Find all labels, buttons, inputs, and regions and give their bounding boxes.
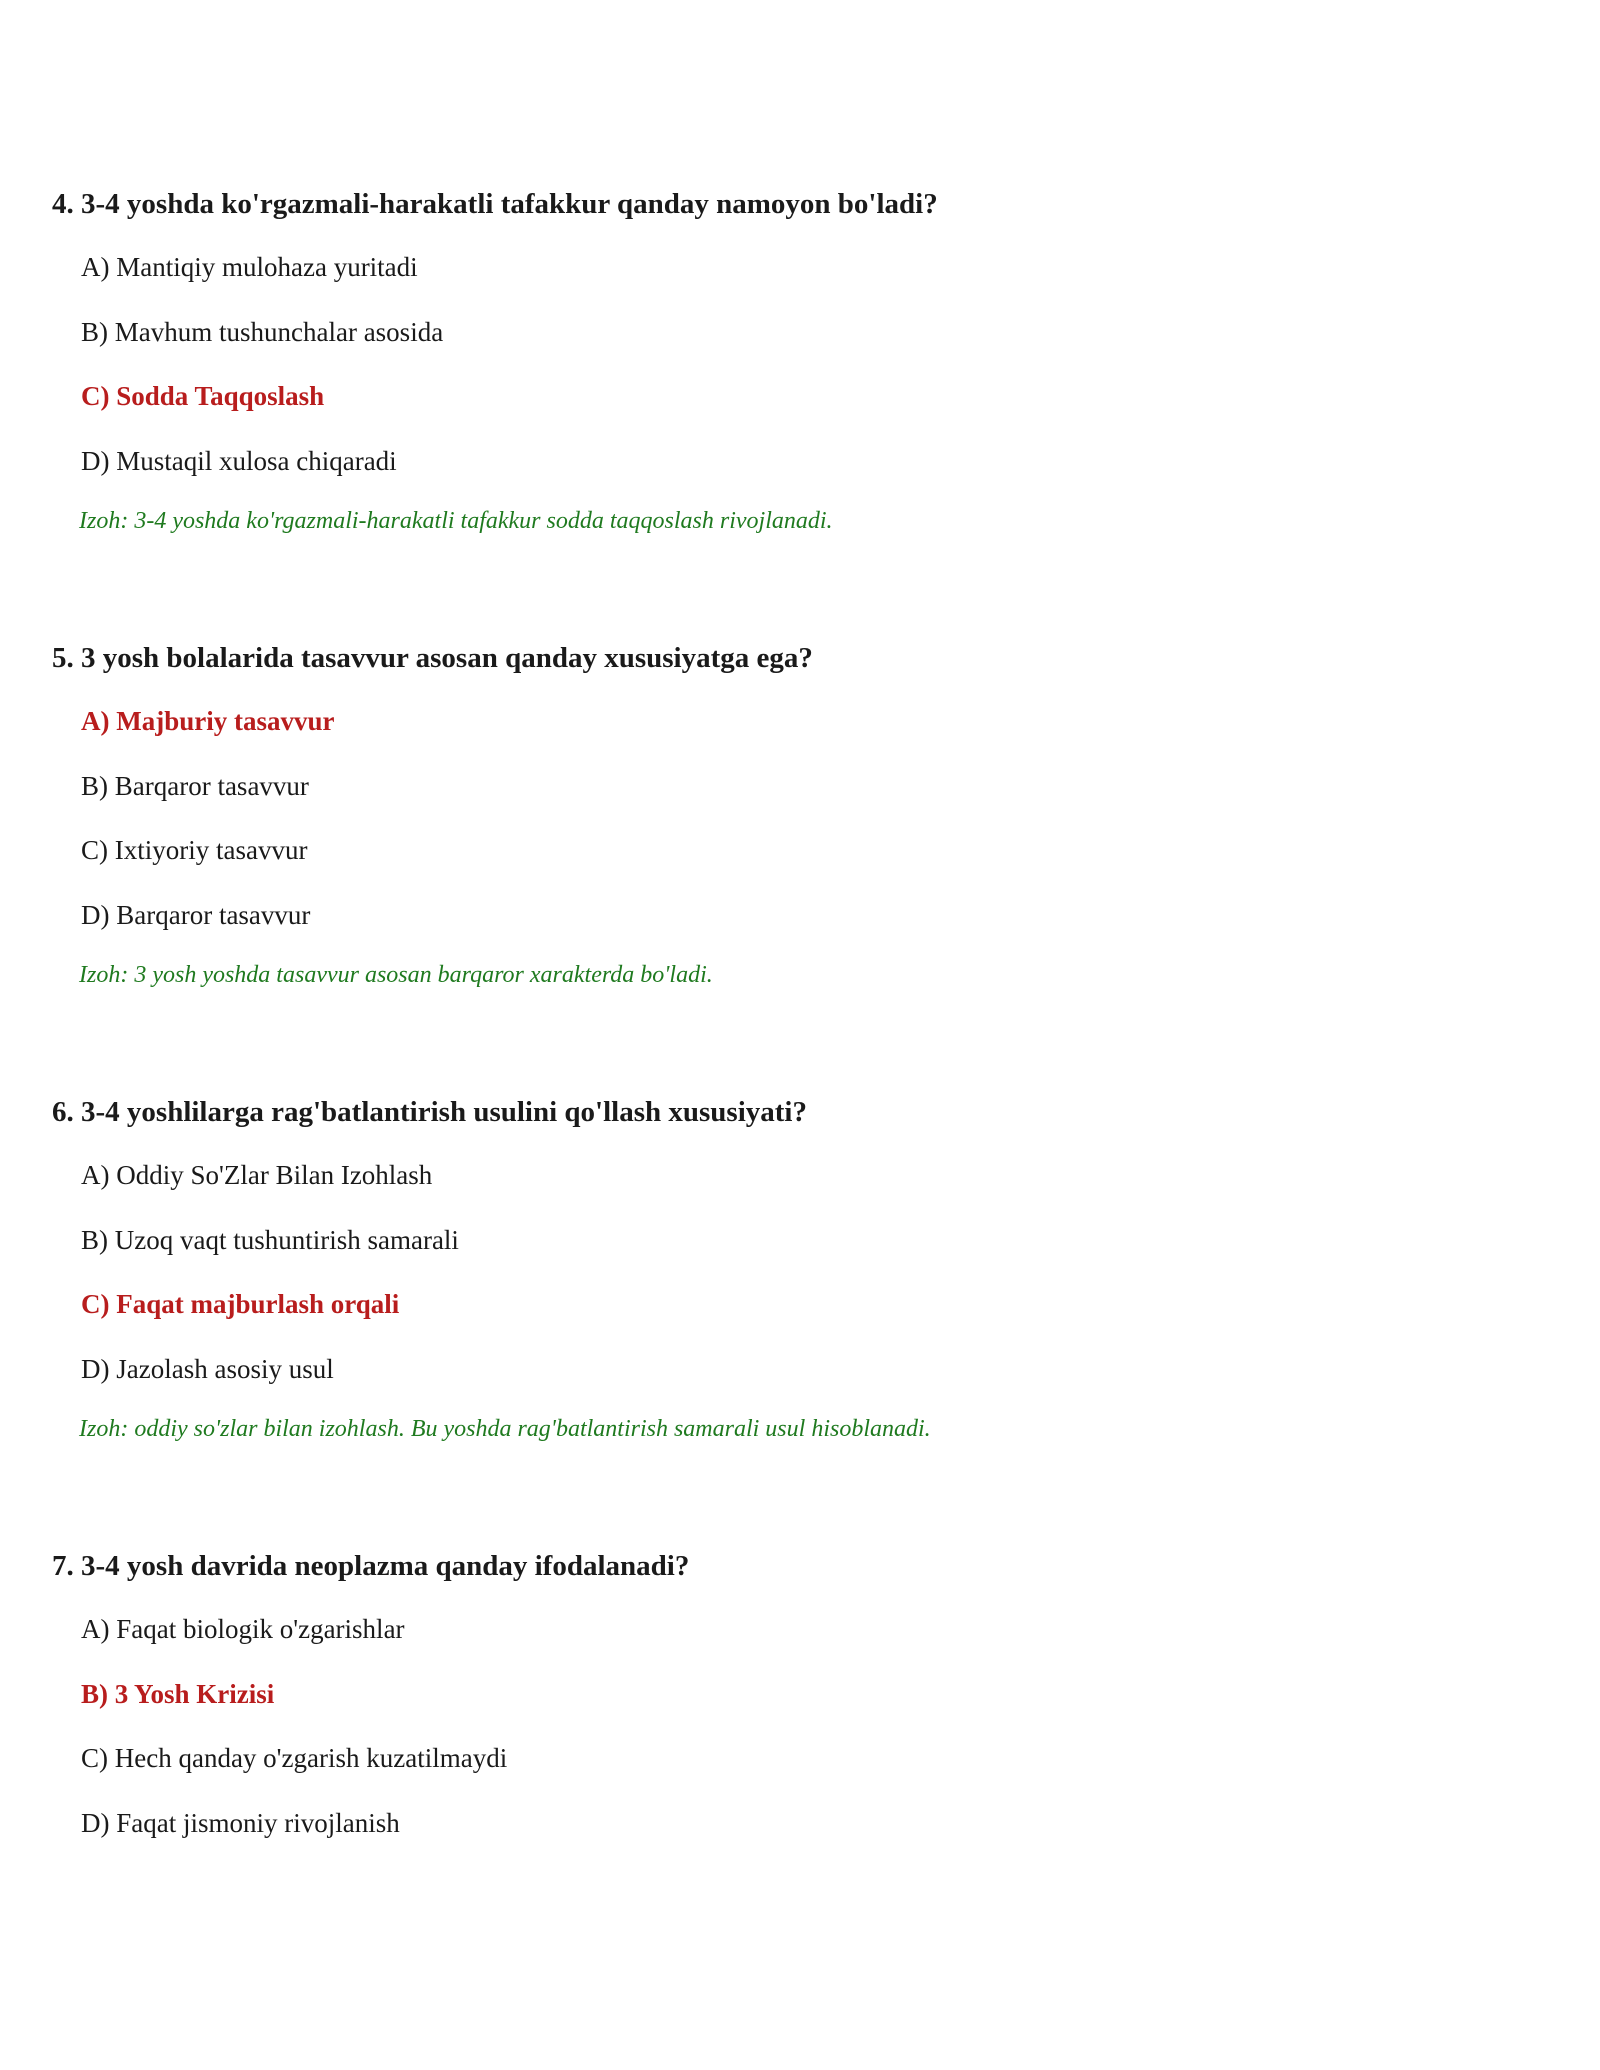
answer-options xyxy=(52,1612,1532,1840)
explanation-note: Izoh: oddiy so'zlar bilan izohlash. Bu yoshda rag'batlantirish samarali usul hisoblanadi. xyxy=(79,1415,931,1442)
option-d: D) Mustaqil xulosa chiqaradi xyxy=(81,445,397,476)
question-title: 6. 3-4 yoshlilarga rag'batlantirish usulini qo'llash xususiyati? xyxy=(52,1096,807,1128)
option-a-correct: A) Majburiy tasavvur xyxy=(81,706,335,736)
option-a: A) Oddiy So'Zlar Bilan Izohlash xyxy=(81,1160,433,1190)
answer-options xyxy=(52,250,1532,478)
question-4 xyxy=(52,186,1532,560)
option-d: D) Faqat jismoniy rivojlanish xyxy=(81,1807,400,1838)
option-c: C) Hech qanday o'zgarish kuzatilmaydi xyxy=(81,1743,508,1773)
question-5 xyxy=(52,640,1532,1014)
option-b: B) Barqaror tasavvur xyxy=(81,770,309,801)
option-c: C) Ixtiyoriy tasavvur xyxy=(81,835,308,865)
option-a: A) Faqat biologik o'zgarishlar xyxy=(81,1614,405,1644)
option-b: B) Uzoq vaqt tushuntirish samarali xyxy=(81,1224,459,1255)
option-c-correct: C) Faqat majburlash orqali xyxy=(81,1289,400,1319)
option-b-correct: B) 3 Yosh Krizisi xyxy=(81,1678,275,1709)
explanation-note: Izoh: 3-4 yoshda ko'rgazmali-harakatli tafakkur sodda taqqoslash rivojlanadi. xyxy=(79,507,833,534)
question-title: 7. 3-4 yosh davrida neoplazma qanday ifodalanadi? xyxy=(52,1550,690,1582)
question-title: 5. 3 yosh bolalarida tasavvur asosan qanday xususiyatga ega? xyxy=(52,642,813,674)
answer-options xyxy=(52,1158,1532,1386)
option-d: D) Barqaror tasavvur xyxy=(81,899,311,930)
option-c-correct: C) Sodda Taqqoslash xyxy=(81,381,325,411)
option-a: A) Mantiqiy mulohaza yuritadi xyxy=(81,252,418,282)
question-title: 4. 3-4 yoshda ko'rgazmali-harakatli tafakkur qanday namoyon bo'ladi? xyxy=(52,188,938,220)
answer-options xyxy=(52,704,1532,932)
option-b: B) Mavhum tushunchalar asosida xyxy=(81,316,444,347)
option-d: D) Jazolash asosiy usul xyxy=(81,1353,334,1384)
question-7 xyxy=(52,1548,1532,1840)
explanation-note: Izoh: 3 yosh yoshda tasavvur asosan barqaror xarakterda bo'ladi. xyxy=(79,961,713,988)
question-6 xyxy=(52,1094,1532,1468)
